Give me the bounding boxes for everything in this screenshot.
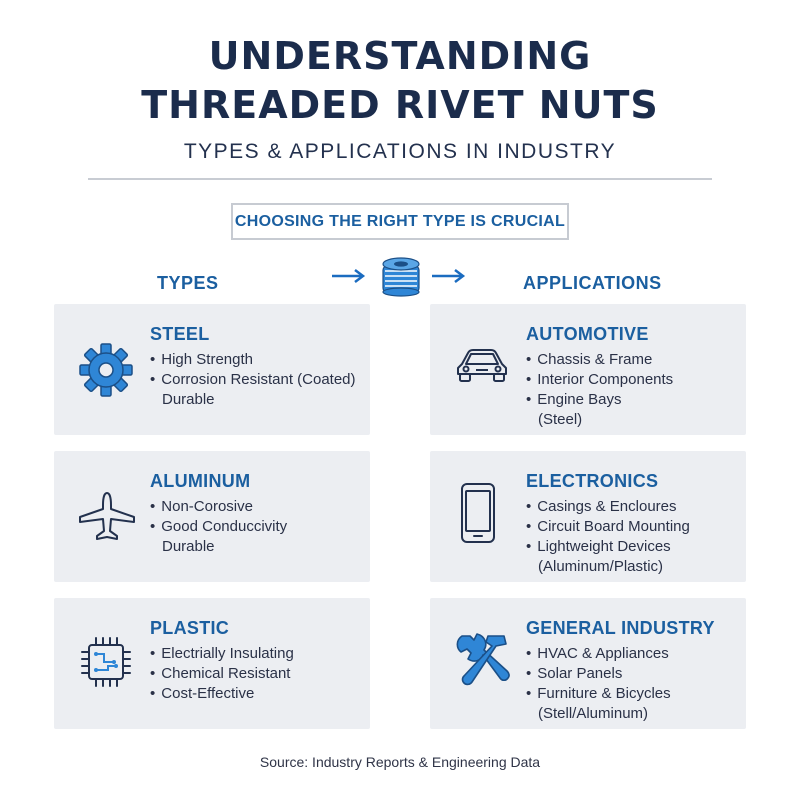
title-line-2: THREADED RIVET NUTS: [141, 83, 659, 127]
arrow-right-icon: [430, 266, 468, 286]
application-list: [526, 644, 671, 724]
list-item: • Chassis & Frame: [526, 350, 673, 370]
gear-icon: [76, 340, 136, 400]
list-item: • Electrially Insulating: [150, 644, 294, 664]
car-icon: [452, 344, 512, 388]
application-card-general-industry: [430, 598, 746, 729]
types-heading: TYPES: [157, 273, 219, 293]
list-item: Durable: [162, 391, 215, 408]
list-item: (Steel): [538, 411, 583, 428]
list-item: • HVAC & Appliances: [526, 644, 671, 664]
application-list: [526, 350, 673, 430]
type-list: [150, 350, 356, 410]
type-list: [150, 644, 294, 704]
application-card-electronics: [430, 451, 746, 582]
list-item: • Circuit Board Mounting: [526, 517, 690, 537]
list-item: • Furniture & Bicycles: [526, 684, 671, 704]
divider: [88, 178, 712, 180]
airplane-icon: [76, 487, 138, 543]
subtitle: TYPES & APPLICATIONS IN INDUSTRY: [183, 140, 617, 163]
application-list: [526, 497, 690, 577]
list-item: • Cost-Effective: [150, 684, 294, 704]
callout-box: [231, 203, 569, 240]
wrench-hammer-icon: [452, 630, 512, 692]
applications-heading: APPLICATIONS: [523, 273, 662, 293]
type-card-plastic: [54, 598, 370, 729]
type-title: ALUMINUM: [150, 471, 251, 491]
application-card-automotive: [430, 304, 746, 435]
list-item: (Stell/Aluminum): [538, 705, 649, 722]
arrow-right-icon: [330, 266, 368, 286]
list-item: (Aluminum/Plastic): [538, 558, 664, 575]
application-title: ELECTRONICS: [526, 471, 659, 491]
application-title: AUTOMOTIVE: [526, 324, 649, 344]
type-card-aluminum: [54, 451, 370, 582]
list-item: • Corrosion Resistant (Coated): [150, 370, 356, 390]
list-item: • Solar Panels: [526, 664, 671, 684]
list-item: • Casings & Encloures: [526, 497, 690, 517]
title-line-1: UNDERSTANDING: [208, 34, 592, 78]
circuit-chip-icon: [76, 632, 136, 692]
list-item: • Chemical Resistant: [150, 664, 294, 684]
list-item: • Interior Components: [526, 370, 673, 390]
list-item: • Good Conduccivity: [150, 517, 287, 537]
list-item: • Lightweight Devices: [526, 537, 690, 557]
type-title: STEEL: [150, 324, 210, 344]
type-title: PLASTIC: [150, 618, 230, 638]
source-note: Source: Industry Reports & Engineering Data: [259, 754, 541, 770]
type-list: [150, 497, 287, 557]
list-item: • Non-Corosive: [150, 497, 287, 517]
callout-text: CHOOSING THE RIGHT TYPE IS CRUCIAL: [234, 212, 566, 230]
list-item: • Engine Bays: [526, 390, 673, 410]
list-item: Durable: [162, 538, 215, 555]
application-title: GENERAL INDUSTRY: [526, 618, 715, 638]
smartphone-icon: [458, 481, 498, 545]
rivet-nut-stack-icon: [380, 250, 422, 298]
list-item: • High Strength: [150, 350, 356, 370]
type-card-steel: [54, 304, 370, 435]
